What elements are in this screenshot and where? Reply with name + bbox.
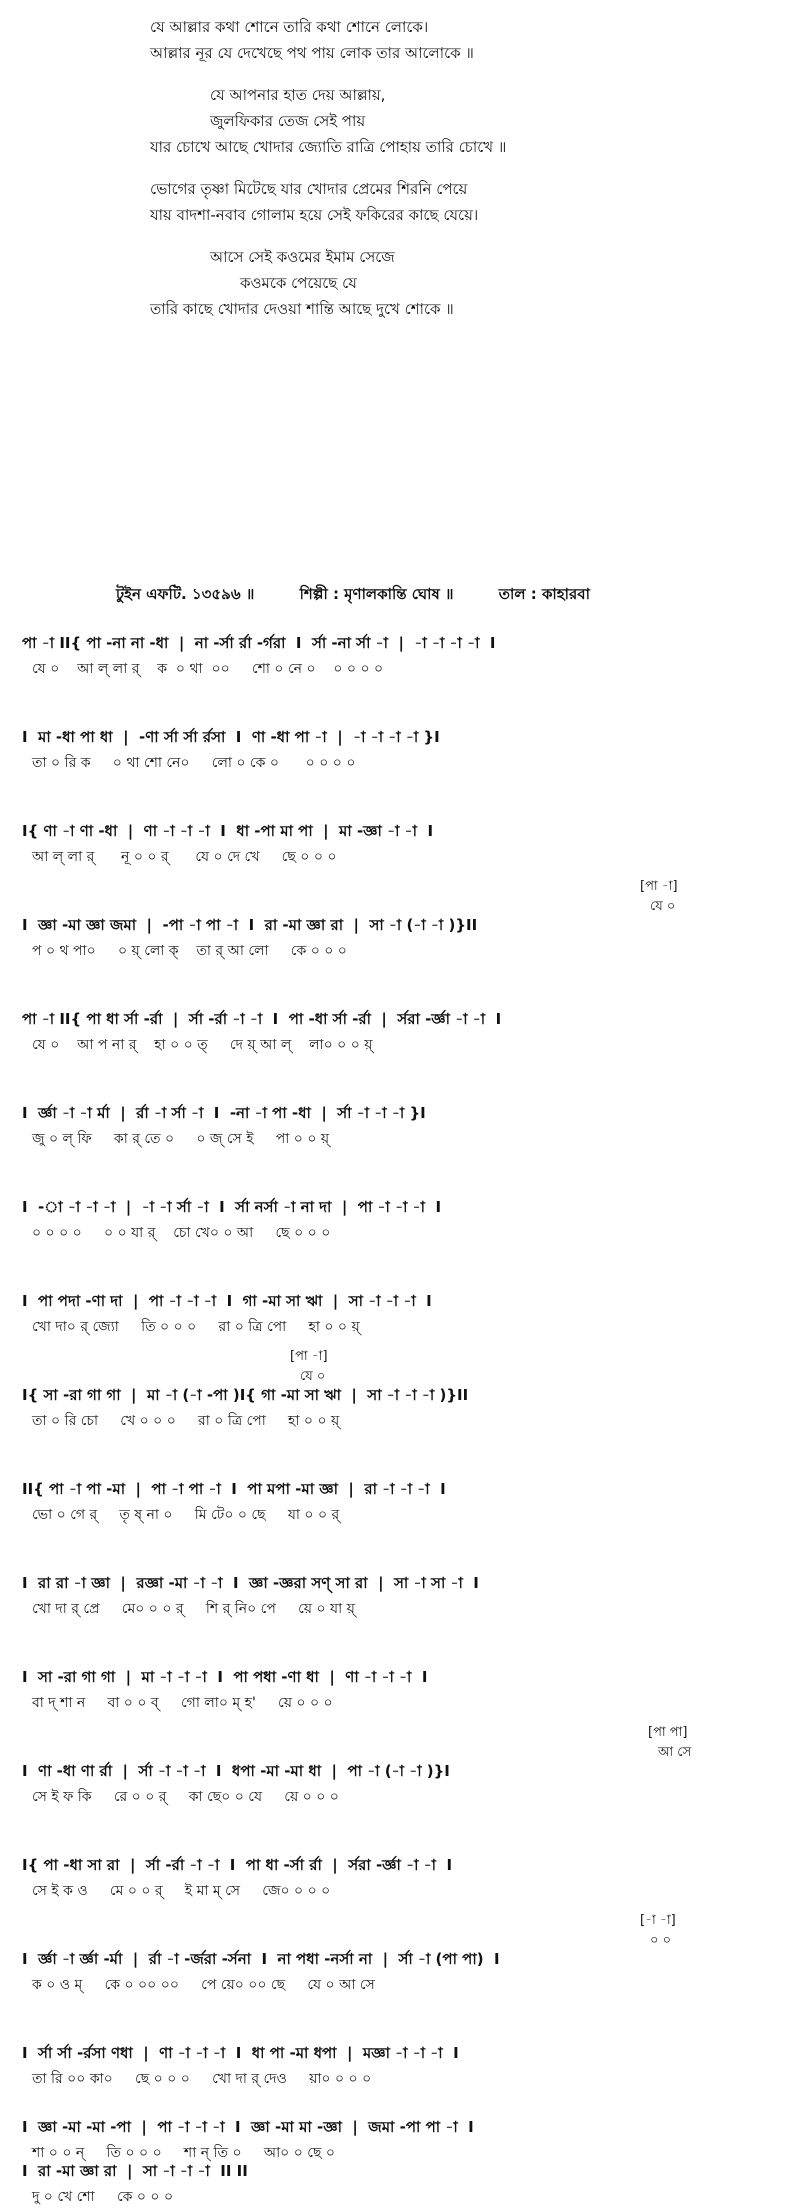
- song-lyrics: [150, 14, 670, 338]
- lyric-syllables: খো দা র্ প্রে মে০ ০ ০ র্ শি র্ নি০ পে য়ে ০ যা য়্: [32, 1601, 355, 1617]
- lyric-syllables: ০ ০ ০ ০ ০ ০ যা র্ চো খে০ ০ আ ছে ০ ০ ০: [32, 1225, 331, 1241]
- verse-bracket: [পা পা]: [648, 1725, 688, 1740]
- verse-bracket: [-া -া]: [640, 1913, 676, 1928]
- verse-bracket-lyric: ০ ০: [650, 1933, 672, 1948]
- taal-name: তাল : কাহারবা: [498, 585, 590, 603]
- lyric-syllables: সে ই ক ও মে ০ ০ র্ ই মা ম্ সে জে০ ০ ০ ০: [32, 1883, 331, 1899]
- verse-bracket-lyric: যে ০: [650, 899, 676, 914]
- lyrics-stanza-1: [150, 14, 670, 66]
- lyric-syllables: যে ০ আ প না র্ হা ০ ০ ত্ দে য়্ আ ল্ লা০ ০ ০ য়্: [32, 1037, 373, 1053]
- swar-line: I জ্ঞা -মা -মা -পা | পা -া -া -া I জ্ঞা -মা মা -জ্ঞা | জমা -পা পা -া I: [22, 2118, 474, 2136]
- artist-name: শিল্পী : মৃণালকান্তি ঘোষ ॥: [299, 585, 454, 603]
- swar-line: I রা -মা জ্ঞা রা | সা -া -া -া II II: [22, 2162, 248, 2180]
- lyric-line: তারি কাছে খোদার দেওয়া শান্তি আছে দুখে শোকে ॥: [150, 300, 454, 318]
- record-info: [116, 583, 756, 608]
- swar-line: I -া -া -া -া | -া -া র্সা -া I র্সা নর্সা -া না দা | পা -া -া -া I: [22, 1198, 442, 1216]
- lyric-syllables: জু ০ ল্ ফি কা র্ তে ০ ০ জ্ সে ই পা ০ ০ য়্: [32, 1131, 330, 1147]
- lyric-line: যায় বাদশা-নবাব গোলাম হয়ে সেই ফকিরের কাছে যেয়ে।: [150, 206, 479, 224]
- swar-line: I{ পা -ধা সা রা | র্সা -র্রা -া -া I পা ধা -র্সা র্রা | র্সরা -র্জ্ঞা -া -া I: [22, 1856, 453, 1874]
- lyric-syllables: যে ০ আ ল্ লা র্ ক ০ থা ০০ শো ০ নে ০ ০ ০ ০ ০: [32, 661, 384, 677]
- lyric-line: ভোগের তৃষ্ণা মিটেছে যার খোদার প্রেমের শিরনি পেয়ে: [150, 180, 468, 198]
- lyric-syllables: প ০ থ পা০ ০ য়্ লো ক্ তা র্ আ লো কে ০ ০ ০: [32, 943, 347, 959]
- swar-line: I{ সা -রা গা গা | মা -া (-া -পা )I{ গা -মা সা ঋা | সা -া -া -া )}II: [22, 1386, 469, 1404]
- lyric-line: জুলফিকার তেজ সেই পায়: [210, 112, 366, 130]
- swar-line: II{ পা -া পা -মা | পা -া পা -া I পা মপা -মা জ্ঞা | রা -া -া -া I: [22, 1480, 446, 1498]
- lyric-line: যে আল্লার কথা শোনে তারি কথা শোনে লোকে।: [150, 18, 429, 36]
- swar-line: I মা -ধা পা ধা | -ণা র্সা র্সা র্রসা I ণা -ধা পা -া | -া -া -া -া }I: [22, 728, 440, 746]
- verse-bracket: [পা -া]: [290, 1349, 328, 1364]
- record-number: টুইন এফটি. ১৩৫৯৬ ॥: [116, 585, 255, 603]
- lyric-syllables: বা দ্ শা ন বা ০ ০ ব্ গো লা০ ম্ হ' য়ে ০ ০ ০: [32, 1695, 333, 1711]
- swar-line: I র্জ্ঞা -া -া র্মা | র্রা -া র্সা -া I -না -া পা -ধা | র্সা -া -া -া }I: [22, 1104, 426, 1122]
- lyric-syllables: আ ল্ লা র্ নূ ০ ০ র্ যে ০ দে খে ছে ০ ০ ০: [32, 849, 337, 865]
- swar-line: I পা পদা -ণা দা | পা -া -া -া I গা -মা সা ঋা | সা -া -া -া I: [22, 1292, 432, 1310]
- lyric-syllables: তা রি ০০ কা০ ছে ০ ০ ০ খো দা র্ দেও য়া০ ০ ০ ০: [32, 2071, 372, 2087]
- swar-line: I জ্ঞা -মা জ্ঞা জমা | -পা -া পা -া I রা -মা জ্ঞা রা | সা -া (-া -া )}II: [22, 916, 478, 934]
- lyric-line: যার চোখে আছে খোদার জ্যোতি রাত্রি পোহায় তারি চোখে ॥: [150, 138, 507, 156]
- lyric-syllables: ভো ০ গে র্ তৃ ষ্ না ০ মি টে০ ০ ছে যা ০ ০ র্: [32, 1507, 340, 1523]
- swar-line: পা -া II{ পা ধা র্সা -র্রা | র্সা -র্রা -া -া I পা -ধা র্সা -র্রা | র্সরা -র্জ্ঞা -া -া I: [22, 1010, 502, 1028]
- swar-line: I ণা -ধা ণা র্রা | র্সা -া -া -া I ধপা -মা -মা ধা | পা -া (-া -া )}I: [22, 1762, 450, 1780]
- swar-line: I{ ণা -া ণা -ধা | ণা -া -া -া I ধা -পা মা পা | মা -জ্ঞা -া -া I: [22, 822, 434, 840]
- swar-line: পা -া II{ পা -না না -ধা | না -র্সা র্রা -র্গরা I র্সা -না র্সা -া | -া -া -া -া I: [22, 634, 496, 652]
- swar-line: I সা -রা গা গা | মা -া -া -া I পা পধা -ণা ধা | ণা -া -া -া I: [22, 1668, 428, 1686]
- verse-bracket-lyric: যে ০: [300, 1369, 326, 1384]
- lyric-syllables: দু ০ খে শো কে ০ ০ ০: [32, 2189, 174, 2205]
- lyric-line: কওমকে পেয়েছে যে: [240, 274, 357, 292]
- swar-line: I রা রা -া জ্ঞা | রজ্ঞা -মা -া -া I জ্ঞা -জ্ঞরা সণ্ সা রা | সা -া সা -া I: [22, 1574, 479, 1592]
- lyric-line: যে আপনার হাত দেয় আল্লায়,: [210, 86, 386, 104]
- lyric-syllables: ক ০ ও ম্ কে ০ ০০ ০০ পে য়ে০ ০০ ছে যে ০ আ সে: [32, 1977, 375, 1993]
- verse-bracket: [পা -া]: [640, 879, 678, 894]
- lyric-syllables: সে ই ফ কি রে ০ ০ র্ কা ছে০ ০ যে য়ে ০ ০ ০: [32, 1789, 339, 1805]
- lyrics-stanza-2: [150, 82, 670, 160]
- lyric-line: আসে সেই কওমের ইমাম সেজে: [210, 248, 395, 266]
- lyric-line: আল্লার নূর যে দেখেছে পথ পায় লোক তার আলোকে ॥: [150, 44, 474, 62]
- lyric-syllables: তা ০ রি ক ০ থা শো নে০ লো ০ কে ০ ০ ০ ০ ০: [32, 755, 356, 771]
- lyric-syllables: তা ০ রি চো খে ০ ০ ০ রা ০ ত্রি পো হা ০ ০ য়্: [32, 1413, 340, 1429]
- verse-bracket-lyric: আ সে: [658, 1745, 692, 1760]
- lyric-syllables: শা ০ ০ ন্ তি ০ ০ ০ শা ন্ তি ০ আ০ ০ ছে ০: [32, 2145, 335, 2161]
- lyric-syllables: খো দা০ র্ জ্যো তি ০ ০ ০ রা ০ ত্রি পো হা ০ ০ য়্: [32, 1319, 360, 1335]
- swar-line: I র্সা র্সা -র্রসা ণধা | ণা -া -া -া I ধা পা -মা ধপা | মজ্ঞা -া -া -া I: [22, 2044, 459, 2062]
- lyrics-stanza-4: [150, 244, 670, 322]
- swar-line: I র্জ্ঞা -া র্জ্ঞা -র্মা | র্রা -া -র্জরা -র্সনা I না পধা -নর্সা না | র্সা -া (পা পা) I: [22, 1950, 500, 1968]
- lyrics-stanza-3: [150, 176, 670, 228]
